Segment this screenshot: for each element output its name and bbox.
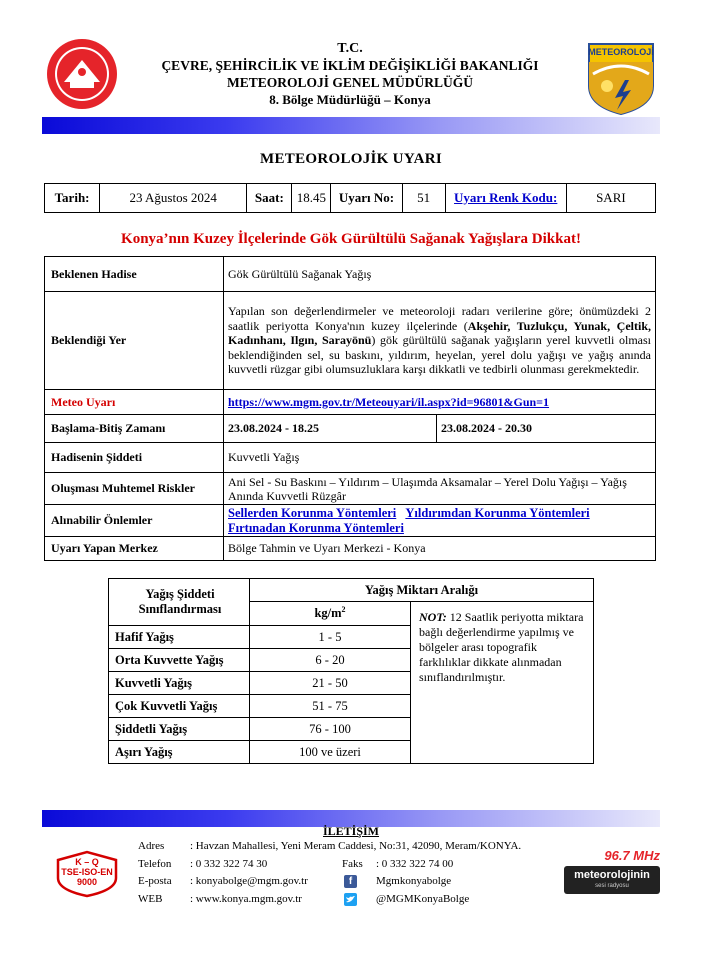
risks-label: Oluşması Muhtemel Riskler — [45, 473, 224, 505]
page-title: METEOROLOJİK UYARI — [260, 151, 442, 167]
tse-badge-top: K – Q — [75, 857, 99, 867]
radio-frequency: 96.7 MHz — [604, 848, 660, 863]
classification-table — [108, 578, 594, 764]
class-row-value: 1 - 5 — [250, 626, 411, 649]
lightning-protection-link[interactable]: Yıldırımdan Korunma Yöntemleri — [405, 505, 590, 520]
start-time: 23.08.2024 - 18.25 — [224, 415, 437, 443]
risks-value: Ani Sel - Su Baskını – Yıldırım – Ulaşımda Aksamalar – Yerel Dolu Yağışı – Yağış Anında Kuvvetli Rüzgâr — [224, 473, 656, 505]
flood-protection-link[interactable]: Sellerden Korunma Yöntemleri — [228, 505, 397, 520]
meteo-link-cell[interactable] — [224, 390, 656, 415]
note-text: 12 Saatlik periyotta miktara bağlı değerlendirme yapılmış ve bölgeler arası topografik farklılıklar dikkate alınmadan sınıflandırılmıştır. — [419, 610, 584, 684]
class-row-label: Kuvvetli Yağış — [109, 672, 250, 695]
color-code-value: SARI — [566, 184, 655, 213]
class-unit-sup: 2 — [341, 605, 346, 615]
class-header-left: Yağış Şiddeti Sınıflandırması — [109, 579, 250, 626]
event-value: Gök Gürültülü Sağanak Yağış — [224, 257, 656, 292]
facebook-value[interactable]: Mgmkonyabolge — [376, 875, 452, 887]
radio-logo — [562, 848, 660, 898]
class-unit-text: kg/m — [314, 606, 342, 621]
class-row-label: Hafif Yağış — [109, 626, 250, 649]
color-code-link[interactable]: Uyarı Renk Kodu: — [454, 190, 558, 205]
warning-no-label: Uyarı No: — [331, 184, 402, 213]
class-note — [411, 602, 594, 764]
header-tc: T.C. — [337, 41, 363, 56]
class-row-value: 6 - 20 — [250, 649, 411, 672]
meteoroloji-logo — [585, 40, 657, 116]
twitter-icon[interactable] — [344, 893, 357, 906]
contact-block — [138, 838, 578, 908]
header-directorate: METEOROLOJİ GENEL MÜDÜRLÜĞÜ — [226, 75, 474, 90]
class-row-value: 21 - 50 — [250, 672, 411, 695]
place-text-2: ) gök gürültülü sağanak yağışların yerel kuvvetli olması beklendiğinden sel, su baskını, yıldırım, heyelan, yerel dolu yağışı ve yağış anında kuvvetli rüzgar gibi olumsuzluklara karşı dikkatli ve tedbirli olunması gerekmektedir. — [228, 333, 651, 377]
twitter-value[interactable]: @MGMKonyaBolge — [376, 892, 470, 905]
note-label: NOT: — [419, 610, 447, 624]
facebook-icon[interactable]: f — [344, 875, 357, 888]
place-text-1: Yapılan son değerlendirmeler ve meteoroloji radarı verilerine göre; önümüzdeki 2 saatlik periyotta Konya'nın kuzey ilçelerinde ( — [228, 304, 651, 333]
center-value: Bölge Tahmin ve Uyarı Merkezi - Konya — [224, 537, 656, 561]
fax-label: Faks — [342, 857, 363, 870]
class-row-label: Şiddetli Yağış — [109, 718, 250, 741]
place-value — [224, 292, 656, 390]
date-value: 23 Ağustos 2024 — [100, 184, 247, 213]
tse-badge — [54, 850, 120, 898]
place-districts: Akşehir, Tuzlukçu, Yunak, Çeltik, Kadınhanı, Ilgın, Sarayönü — [228, 318, 652, 348]
time-label: Saat: — [247, 184, 292, 213]
web-label: WEB — [138, 892, 163, 905]
class-row-label: Orta Kuvvette Yağış — [109, 649, 250, 672]
class-row-value: 100 ve üzeri — [250, 741, 411, 764]
meteo-link[interactable]: https://www.mgm.gov.tr/Meteouyari/il.aspx?id=96801&Gun=1 — [228, 394, 550, 409]
info-table — [44, 183, 656, 213]
email-value[interactable]: : konyabolge@mgm.gov.tr — [190, 875, 308, 887]
top-band — [42, 117, 660, 134]
class-row-label: Aşırı Yağış — [109, 741, 250, 764]
time-range-label: Başlama-Bitiş Zamanı — [45, 415, 224, 443]
header-region: 8. Bölge Müdürlüğü – Konya — [269, 92, 431, 107]
email-label: E-posta — [138, 875, 172, 887]
warning-no-value: 51 — [402, 184, 445, 213]
class-header-right: Yağış Miktarı Aralığı — [250, 579, 594, 602]
meteo-label: Meteo Uyarı — [45, 390, 224, 415]
event-label: Beklenen Hadise — [45, 257, 224, 292]
end-time: 23.08.2024 - 20.30 — [437, 415, 656, 443]
class-row-value: 51 - 75 — [250, 695, 411, 718]
meteoroloji-logo-text: METEOROLOJİ — [588, 47, 654, 57]
header-block — [130, 40, 570, 108]
tse-badge-bot: 9000 — [76, 877, 98, 887]
severity-label: Hadisenin Şiddeti — [45, 443, 224, 473]
radio-name: meteorolojinin — [574, 869, 650, 881]
time-value: 18.45 — [292, 184, 331, 213]
class-unit — [250, 602, 411, 626]
address-label: Adres — [138, 840, 165, 852]
class-row-label: Çok Kuvvetli Yağış — [109, 695, 250, 718]
fax-value: : 0 332 322 74 00 — [376, 857, 454, 870]
date-label: Tarih: — [45, 184, 100, 213]
severity-value: Kuvvetli Yağış — [224, 443, 656, 473]
ministry-logo — [46, 38, 118, 110]
phone-value: : 0 332 322 74 30 — [190, 857, 268, 870]
radio-sub: sesi radyosu — [595, 883, 629, 889]
address-value: : Havzan Mahallesi, Yeni Meram Caddesi, No:31, 42090, Meram/KONYA. — [190, 840, 522, 852]
web-value[interactable]: : www.konya.mgm.gov.tr — [190, 892, 302, 905]
footer-title: İLETİŞİM — [322, 824, 380, 838]
center-label: Uyarı Yapan Merkez — [45, 537, 224, 561]
tse-badge-mid: TSE-ISO-EN — [61, 867, 113, 877]
place-label: Beklendiği Yer — [45, 292, 224, 390]
phone-label: Telefon — [138, 857, 172, 870]
details-table — [44, 256, 656, 561]
storm-protection-link[interactable]: Fırtınadan Korunma Yöntemleri — [228, 520, 404, 535]
header-ministry: ÇEVRE, ŞEHİRCİLİK VE İKLİM DEĞİŞİKLİĞİ BAKANLIĞI — [161, 58, 539, 73]
color-code-label[interactable] — [445, 184, 566, 213]
warning-title: Konya’nın Kuzey İlçelerinde Gök Gürültülü Sağanak Yağışlara Dikkat! — [121, 231, 581, 247]
measures-links — [224, 505, 656, 537]
class-row-value: 76 - 100 — [250, 718, 411, 741]
measures-label: Alınabilir Önlemler — [45, 505, 224, 537]
